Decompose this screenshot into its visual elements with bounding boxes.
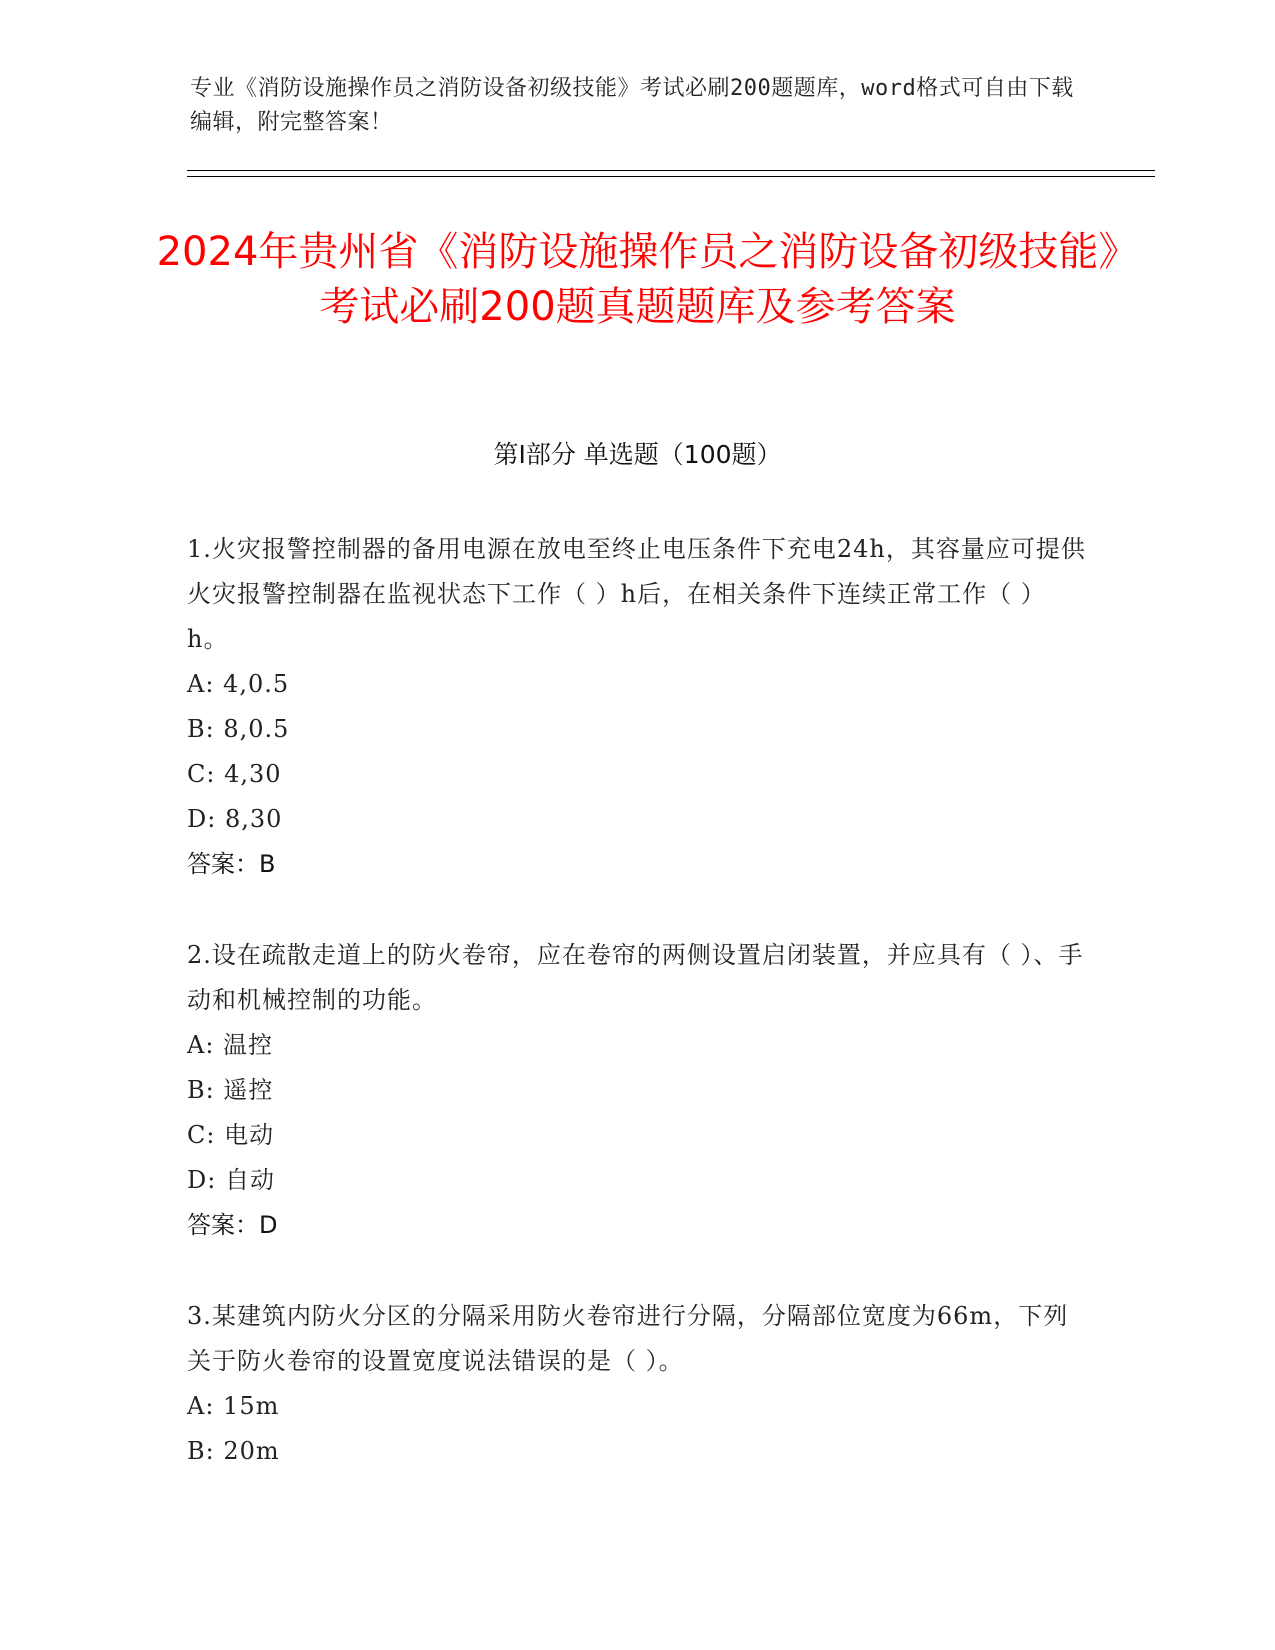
option-a: A: 15m xyxy=(187,1392,280,1420)
option-b: B: 20m xyxy=(187,1437,280,1465)
option-b: B: 8,0.5 xyxy=(187,715,290,743)
header-rule-top xyxy=(187,170,1155,171)
question-stem: 3.某建筑内防火分区的分隔采用防火卷帘进行分隔，分隔部位宽度为66m，下列关于防火卷帘的设置宽度说法错误的是（ ）。 xyxy=(187,1302,1069,1375)
option-a: A: 4,0.5 xyxy=(187,670,290,698)
question-stem: 1.火灾报警控制器的备用电源在放电至终止电压条件下充电24h，其容量应可提供火灾报警控制器在监视状态下工作（ ）h后，在相关条件下连续正常工作（ ）h。 xyxy=(187,535,1086,653)
document-title: 2024年贵州省《消防设施操作员之消防设备初级技能》考试必刷200题真题题库及参考答案 xyxy=(156,229,1119,330)
header-rule-bottom xyxy=(187,176,1155,177)
option-c: C: 4,30 xyxy=(187,760,282,788)
question-stem: 2.设在疏散走道上的防火卷帘，应在卷帘的两侧设置启闭装置，并应具有（ ）、手动和机械控制的功能。 xyxy=(187,941,1084,1014)
option-c: C: 电动 xyxy=(187,1121,275,1149)
answer: 答案：D xyxy=(187,1211,278,1239)
section-title: 第I部分 单选题（100题） xyxy=(493,440,782,469)
question-3 xyxy=(187,1294,1087,1474)
option-a: A: 温控 xyxy=(187,1031,274,1059)
header-note: 专业《消防设施操作员之消防设备初级技能》考试必刷200题题库，word格式可自由下载编辑，附完整答案！ xyxy=(190,76,1074,135)
question-2 xyxy=(187,933,1087,1248)
option-b: B: 遥控 xyxy=(187,1076,274,1104)
option-d: D: 自动 xyxy=(187,1166,275,1194)
question-1 xyxy=(187,527,1087,887)
question-list xyxy=(187,527,1087,1520)
answer: 答案：B xyxy=(187,850,276,878)
option-d: D: 8,30 xyxy=(187,805,283,833)
